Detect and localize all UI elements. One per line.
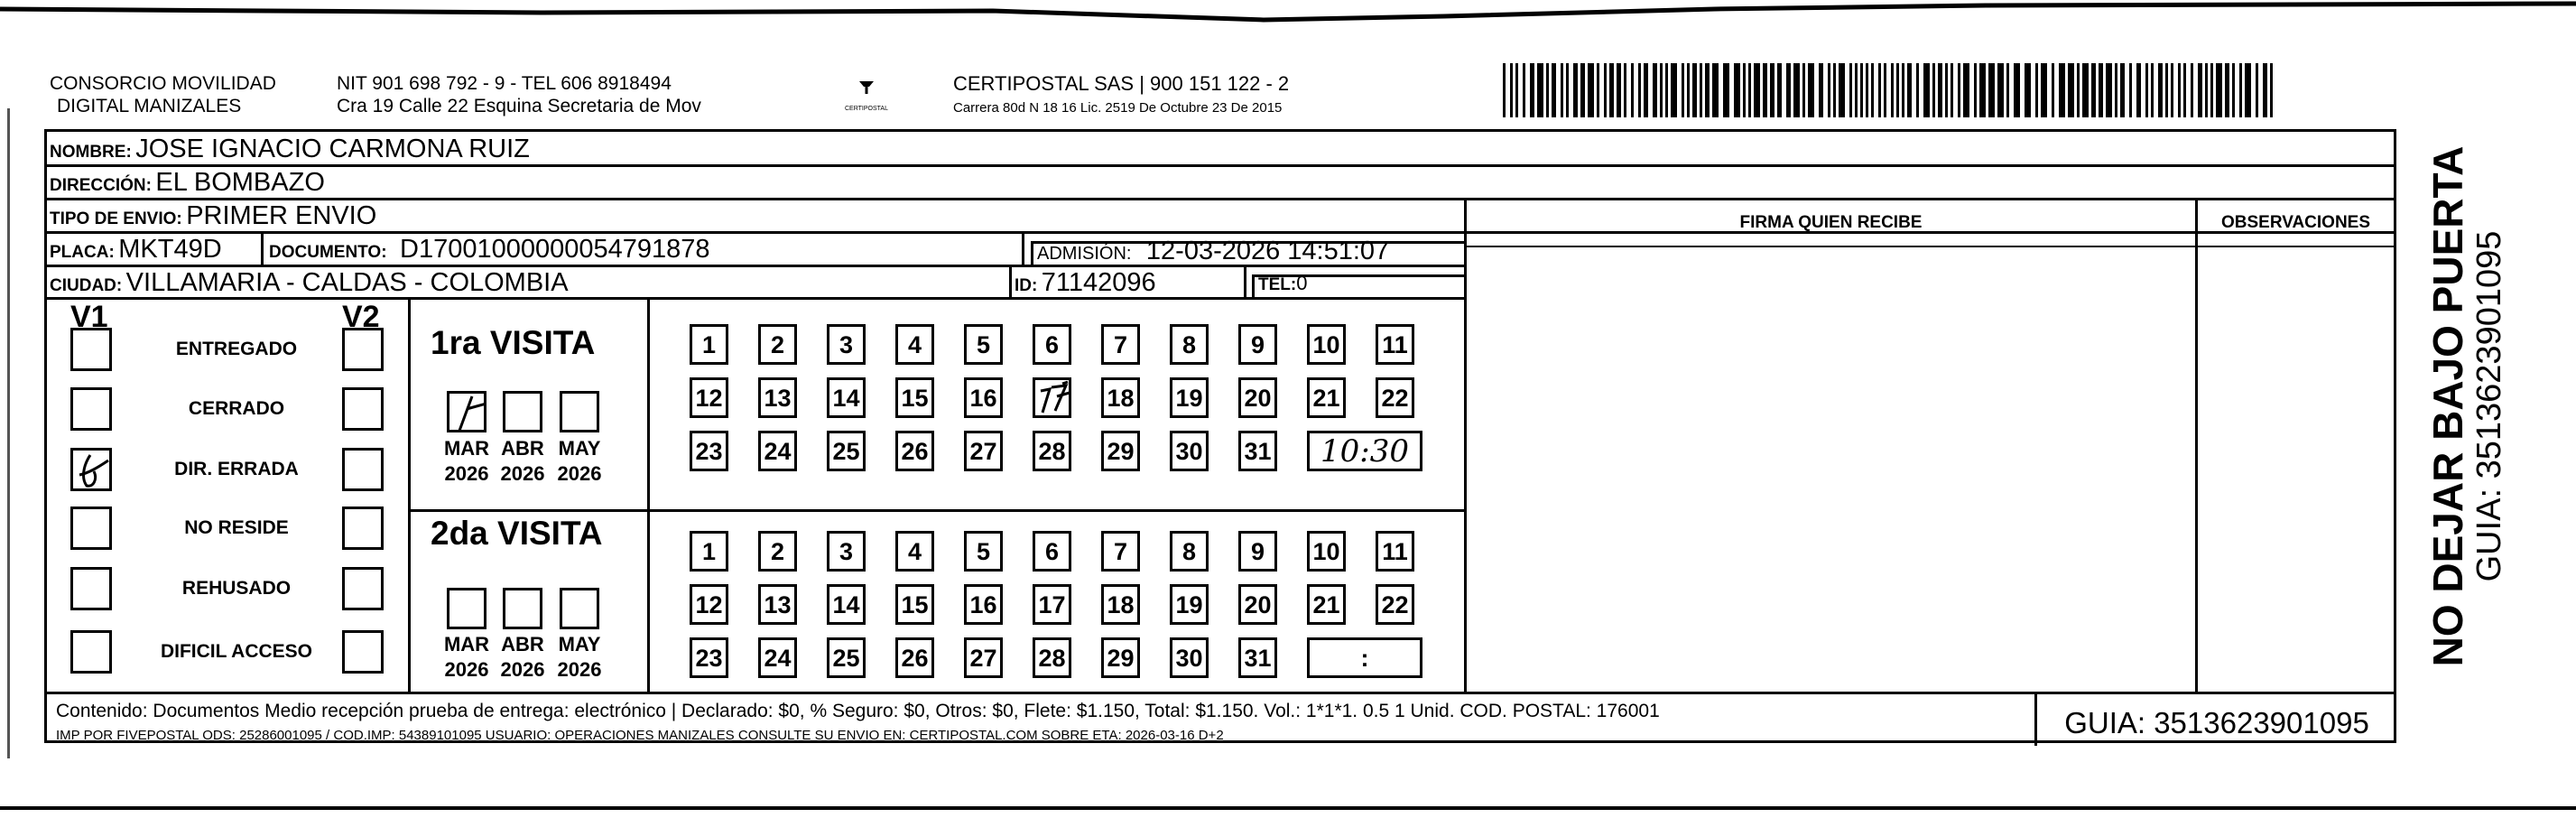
day-box[interactable]: 1 <box>690 531 728 572</box>
placa-value: MKT49D <box>118 235 222 264</box>
day-box[interactable]: 24 <box>758 431 797 471</box>
scan-edge-top <box>0 0 2576 27</box>
barcode-bar <box>1770 63 1774 117</box>
barcode-bar <box>1907 63 1912 117</box>
certipostal-logo <box>835 74 898 117</box>
status-label: CERRADO <box>188 398 285 419</box>
barcode-bar <box>1878 63 1881 117</box>
barcode-bar <box>1682 63 1684 117</box>
barcode-bar <box>1786 63 1791 117</box>
barcode-bar <box>2239 63 2242 117</box>
day-box[interactable]: 3 <box>827 531 866 572</box>
row-divider <box>47 164 2394 167</box>
barcode-bar <box>2059 63 2065 117</box>
placa-label: PLACA: <box>50 243 115 262</box>
barcode-bar <box>1692 63 1697 117</box>
month-name: MAR <box>443 633 490 655</box>
barcode-bar <box>1828 63 1830 117</box>
scan-edge-left <box>7 108 10 758</box>
day-box[interactable]: 19 <box>1170 377 1209 418</box>
day-box[interactable]: 1 <box>690 324 728 365</box>
day-box[interactable]: 24 <box>758 637 797 678</box>
day-box[interactable]: 27 <box>964 431 1003 471</box>
month-year: 2026 <box>444 462 489 485</box>
visit2-title: 2da VISITA <box>431 515 603 552</box>
visit1-title: 1ra VISITA <box>431 324 596 361</box>
row-divider <box>47 198 2394 200</box>
barcode-bar <box>2115 63 2117 117</box>
day-box[interactable]: 8 <box>1170 324 1209 365</box>
barcode-bar <box>1510 63 1513 117</box>
barcode-bar <box>1597 63 1599 117</box>
barcode-bar <box>1653 63 1657 117</box>
barcode-bar <box>1644 63 1648 117</box>
barcode-bar <box>1808 63 1814 117</box>
documento-value: D17001000000054791878 <box>400 235 710 264</box>
barcode-bar <box>2099 63 2103 117</box>
barcode-bar <box>2270 63 2273 117</box>
day-box[interactable]: 18 <box>1101 377 1140 418</box>
day-box[interactable]: 15 <box>895 377 934 418</box>
status-label: NO RESIDE <box>184 517 289 538</box>
barcode-bar <box>2145 63 2148 117</box>
month-name: MAR <box>443 437 490 460</box>
month-checkbox[interactable] <box>447 391 486 432</box>
day-box[interactable]: 6 <box>1033 324 1071 365</box>
barcode-bar <box>1754 63 1760 117</box>
courier-line2: Carrera 80d N 18 16 Lic. 2519 De Octubre 23 De 2015 <box>953 100 1283 116</box>
barcode-bar <box>2191 63 2193 117</box>
barcode-bar <box>1896 63 1899 117</box>
day-box[interactable]: 11 <box>1376 324 1414 365</box>
side-warning: NO DEJAR BAJO PUERTA <box>2424 145 2471 667</box>
barcode-bar <box>1561 63 1563 117</box>
status-label: DIR. ERRADA <box>174 459 299 479</box>
col-divider <box>1244 265 1246 297</box>
barcode-bar <box>2035 63 2038 117</box>
imp-line: IMP POR FIVEPOSTAL ODS: 25286001095 / COD.IMP: 54389101095 USUARIO: OPERACIONES MANIZALES CONSULTE SU ENVIO EN: CERTIPOSTAL.COM SOBRE ETA: 2026-03-16 D+2 <box>56 728 1224 743</box>
barcode-bar <box>1891 63 1894 117</box>
v1-label: V1 <box>70 300 108 334</box>
barcode-bar <box>1932 63 1935 117</box>
col-divider <box>1464 198 1467 692</box>
barcode <box>1503 63 2279 117</box>
barcode-bar <box>1963 63 1969 117</box>
nombre-value: JOSE IGNACIO CARMONA RUIZ <box>135 135 530 163</box>
barcode-bar <box>1552 63 1556 117</box>
row-divider <box>1464 246 2394 247</box>
barcode-bar <box>2052 63 2054 117</box>
month-checkbox[interactable] <box>560 588 599 629</box>
barcode-bar <box>2165 63 2168 117</box>
day-box[interactable]: 9 <box>1238 531 1277 572</box>
barcode-bar <box>1580 63 1585 117</box>
barcode-bar <box>2178 63 2181 117</box>
barcode-bar <box>2136 63 2141 117</box>
handwritten-check <box>447 391 486 432</box>
firma-label: FIRMA QUIEN RECIBE <box>1739 213 1923 232</box>
month-year: 2026 <box>557 462 602 485</box>
day-box[interactable]: 5 <box>964 531 1003 572</box>
barcode-bar <box>1573 63 1578 117</box>
barcode-bar <box>1734 63 1740 117</box>
month-year: 2026 <box>444 658 489 681</box>
barcode-bar <box>1958 63 1960 117</box>
nombre-label: NOMBRE: <box>50 143 132 162</box>
v2-checkbox[interactable] <box>342 448 384 491</box>
id-field <box>1015 268 1156 298</box>
barcode-bar <box>1687 63 1690 117</box>
barcode-bar <box>1802 63 1805 117</box>
v1-checkbox[interactable] <box>70 507 112 550</box>
barcode-bar <box>2171 63 2173 117</box>
barcode-bar <box>2091 63 2096 117</box>
barcode-bar <box>1902 63 1904 117</box>
barcode-bar <box>2041 63 2047 117</box>
barcode-bar <box>1951 63 1953 117</box>
day-box[interactable]: 4 <box>895 531 934 572</box>
day-box[interactable]: 29 <box>1101 431 1140 471</box>
barcode-bar <box>2198 63 2202 117</box>
barcode-bar <box>2120 63 2125 117</box>
barcode-bar <box>2106 63 2112 117</box>
barcode-bar <box>1763 63 1767 117</box>
day-box[interactable]: 26 <box>895 431 934 471</box>
v1-checkbox[interactable] <box>70 630 112 674</box>
day-box[interactable]: 8 <box>1170 531 1209 572</box>
barcode-bar <box>1923 63 1930 117</box>
day-box[interactable]: 12 <box>690 377 728 418</box>
visit-time-box[interactable]: : <box>1307 637 1422 678</box>
day-box[interactable]: 25 <box>827 431 866 471</box>
day-box[interactable]: 11 <box>1376 531 1414 572</box>
barcode-bar <box>2158 63 2163 117</box>
direccion-field <box>50 168 325 198</box>
barcode-bar <box>1515 63 1518 117</box>
day-box[interactable]: 28 <box>1033 431 1071 471</box>
barcode-bar <box>2245 63 2251 117</box>
v2-checkbox[interactable] <box>342 387 384 431</box>
tel-value: 0 <box>1296 272 1308 294</box>
barcode-bar <box>1523 63 1525 117</box>
barcode-bar <box>2225 63 2229 117</box>
barcode-bar <box>1604 63 1607 117</box>
month-checkbox[interactable] <box>447 588 486 629</box>
month-label <box>491 632 554 683</box>
barcode-bar <box>1546 63 1549 117</box>
day-box[interactable]: 20 <box>1238 377 1277 418</box>
handwritten-time: 10:30 <box>1320 433 1409 469</box>
nit-line: NIT 901 698 792 - 9 - TEL 606 8918494 <box>337 73 672 94</box>
barcode-bar <box>1849 63 1852 117</box>
barcode-bar <box>1988 63 1995 117</box>
courier-line1: CERTIPOSTAL SAS | 900 151 122 - 2 <box>953 72 1290 95</box>
status-label: ENTREGADO <box>175 339 298 359</box>
day-box[interactable]: 13 <box>758 377 797 418</box>
barcode-bar <box>1833 63 1836 117</box>
v1-checkbox[interactable] <box>70 387 112 431</box>
day-box[interactable]: 5 <box>964 324 1003 365</box>
month-checkbox[interactable] <box>503 588 542 629</box>
day-box[interactable]: 31 <box>1238 637 1277 678</box>
day-box[interactable]: 21 <box>1307 584 1346 625</box>
observaciones-label: OBSERVACIONES <box>2220 213 2371 232</box>
delivery-form <box>44 129 2396 743</box>
day-box[interactable] <box>1033 377 1071 418</box>
day-box[interactable]: 7 <box>1101 531 1140 572</box>
col-divider <box>408 297 411 692</box>
barcode-bar <box>1945 63 1948 117</box>
barcode-bar <box>1609 63 1614 117</box>
tel-field <box>1258 272 1307 295</box>
day-box[interactable]: 10 <box>1307 324 1346 365</box>
barcode-bar <box>2006 63 2009 117</box>
barcode-bar <box>1624 63 1626 117</box>
v2-checkbox[interactable] <box>342 567 384 610</box>
status-label: DIFICIL ACCESO <box>160 641 312 662</box>
scan-edge-bottom <box>0 806 2576 810</box>
v1-checkbox[interactable] <box>70 328 112 371</box>
day-box[interactable]: 29 <box>1101 637 1140 678</box>
v1-checkbox[interactable] <box>70 567 112 610</box>
barcode-bar <box>1793 63 1800 117</box>
month-checkbox[interactable] <box>560 391 599 432</box>
barcode-bar <box>2082 63 2089 117</box>
barcode-bar <box>1671 63 1677 117</box>
col-divider <box>1022 231 1024 265</box>
barcode-bar <box>2129 63 2132 117</box>
day-box[interactable]: 12 <box>690 584 728 625</box>
v2-checkbox[interactable] <box>342 507 384 550</box>
day-box[interactable]: 2 <box>758 531 797 572</box>
barcode-bar <box>1916 63 1919 117</box>
nombre-field <box>50 135 530 164</box>
day-box[interactable]: 13 <box>758 584 797 625</box>
day-box[interactable]: 9 <box>1238 324 1277 365</box>
tipo-envio-field <box>50 201 376 231</box>
day-box[interactable]: 6 <box>1033 531 1071 572</box>
barcode-bar <box>1974 63 1977 117</box>
tel-label: TEL: <box>1258 275 1297 294</box>
barcode-bar <box>1631 63 1634 117</box>
admision-value: 12-03-2026 14:51:07 <box>1145 237 1390 265</box>
tipo-envio-label: TIPO DE ENVIO: <box>50 209 182 228</box>
month-label <box>491 436 554 487</box>
day-box[interactable]: 30 <box>1170 431 1209 471</box>
direccion-value: EL BOMBAZO <box>155 168 325 197</box>
day-box[interactable]: 27 <box>964 637 1003 678</box>
barcode-bar <box>2205 63 2208 117</box>
barcode-bar <box>2025 63 2031 117</box>
side-guia: GUIA: 3513623901095 <box>2470 230 2508 582</box>
month-name: ABR <box>501 633 544 655</box>
v2-label: V2 <box>342 300 380 334</box>
month-label <box>548 632 611 683</box>
barcode-bar <box>1860 63 1863 117</box>
col-divider <box>2034 692 2037 746</box>
month-year: 2026 <box>500 658 545 681</box>
barcode-bar <box>1660 63 1663 117</box>
barcode-bar <box>1979 63 1986 117</box>
day-box[interactable]: 20 <box>1238 584 1277 625</box>
col-divider <box>261 231 264 265</box>
placa-field <box>50 235 222 265</box>
barcode-bar <box>2151 63 2154 117</box>
barcode-bar <box>1777 63 1782 117</box>
col-divider <box>1009 265 1012 297</box>
barcode-bar <box>2210 63 2213 117</box>
month-label <box>435 632 498 683</box>
barcode-bar <box>1503 63 1506 117</box>
day-box[interactable]: 14 <box>827 377 866 418</box>
company-name-line1: CONSORCIO MOVILIDAD <box>50 73 276 94</box>
month-name: MAY <box>558 633 601 655</box>
admision-field <box>1037 237 1389 266</box>
day-box[interactable]: 23 <box>690 637 728 678</box>
barcode-bar <box>1871 63 1874 117</box>
day-box[interactable]: 15 <box>895 584 934 625</box>
logo-caption: CERTIPOSTAL <box>845 106 888 112</box>
barcode-bar <box>1866 63 1868 117</box>
barcode-bar <box>1938 63 1942 117</box>
barcode-bar <box>2232 63 2235 117</box>
barcode-bar <box>2068 63 2074 117</box>
barcode-bar <box>1723 63 1729 117</box>
v1-checkbox[interactable] <box>70 448 112 491</box>
barcode-bar <box>2077 63 2080 117</box>
month-year: 2026 <box>557 658 602 681</box>
barcode-bar <box>1617 63 1621 117</box>
barcode-bar <box>1748 63 1751 117</box>
day-box[interactable]: 7 <box>1101 324 1140 365</box>
ciudad-value: VILLAMARIA - CALDAS - COLOMBIA <box>125 268 569 297</box>
admision-label: ADMISIÓN: <box>1037 244 1132 264</box>
footer-guia: GUIA: 3513623901095 <box>2064 706 2369 739</box>
tipo-envio-value: PRIMER ENVIO <box>186 201 377 230</box>
barcode-bar <box>1743 63 1746 117</box>
barcode-bar <box>2014 63 2020 117</box>
month-year: 2026 <box>500 462 545 485</box>
barcode-bar <box>1537 63 1543 117</box>
barcode-bar <box>2216 63 2222 117</box>
barcode-bar <box>1997 63 2004 117</box>
day-box[interactable]: 30 <box>1170 637 1209 678</box>
documento-field <box>269 235 710 265</box>
day-box[interactable]: 4 <box>895 324 934 365</box>
v2-checkbox[interactable] <box>342 630 384 674</box>
day-box[interactable]: 2 <box>758 324 797 365</box>
day-box[interactable]: 19 <box>1170 584 1209 625</box>
visit-time-box[interactable] <box>1307 431 1422 471</box>
day-box[interactable]: 25 <box>827 637 866 678</box>
documento-label: DOCUMENTO: <box>269 243 387 262</box>
col-divider <box>2195 198 2198 692</box>
barcode-bar <box>1588 63 1594 117</box>
day-box[interactable]: 18 <box>1101 584 1140 625</box>
side-text <box>2396 129 2508 743</box>
barcode-bar <box>1819 63 1823 117</box>
month-name: ABR <box>501 437 544 460</box>
id-label: ID: <box>1015 276 1038 295</box>
contenido-line: Contenido: Documentos Medio recepción prueba de entrega: electrónico | Declarado: $0, % Seguro: $0, Otros: $0, Flete: $1.150, Total: $1.150. Vol.: 1*1*1. 0.5 1 Unid. COD. POSTAL: 176001 <box>56 701 1660 721</box>
direccion-label: DIRECCIÓN: <box>50 176 152 195</box>
barcode-bar <box>1665 63 1668 117</box>
day-box[interactable]: 17 <box>1033 584 1071 625</box>
barcode-bar <box>1884 63 1886 117</box>
row-divider <box>47 692 2394 694</box>
day-box[interactable]: 31 <box>1238 431 1277 471</box>
barcode-bar <box>1530 63 1534 117</box>
day-box[interactable]: 22 <box>1376 584 1414 625</box>
ciudad-field <box>50 268 569 298</box>
barcode-bar <box>2183 63 2186 117</box>
row-divider <box>408 509 1464 512</box>
day-box[interactable]: 3 <box>827 324 866 365</box>
day-box[interactable]: 23 <box>690 431 728 471</box>
barcode-bar <box>1566 63 1569 117</box>
month-label <box>548 436 611 487</box>
barcode-bar <box>1839 63 1845 117</box>
day-box[interactable]: 16 <box>964 584 1003 625</box>
day-box[interactable]: 26 <box>895 637 934 678</box>
day-box[interactable]: 14 <box>827 584 866 625</box>
company-name-line2: DIGITAL MANIZALES <box>57 96 242 116</box>
barcode-bar <box>1705 63 1710 117</box>
v2-checkbox[interactable] <box>342 328 384 371</box>
day-box[interactable]: 16 <box>964 377 1003 418</box>
month-checkbox[interactable] <box>503 391 542 432</box>
day-box[interactable]: 22 <box>1376 377 1414 418</box>
barcode-bar <box>1855 63 1858 117</box>
barcode-bar <box>2256 63 2258 117</box>
barcode-bar <box>1700 63 1702 117</box>
barcode-bar <box>1712 63 1719 117</box>
status-label: REHUSADO <box>181 578 292 599</box>
col-divider <box>647 297 650 692</box>
handwritten-check <box>70 448 112 491</box>
handwritten-day-mark <box>1035 380 1071 416</box>
month-name: MAY <box>558 437 601 460</box>
barcode-bar <box>1638 63 1641 117</box>
id-value: 71142096 <box>1041 268 1156 297</box>
ciudad-label: CIUDAD: <box>50 276 123 295</box>
day-box[interactable]: 21 <box>1307 377 1346 418</box>
address-line: Cra 19 Calle 22 Esquina Secretaria de Mov <box>337 96 701 116</box>
barcode-bar <box>2263 63 2267 117</box>
month-label <box>435 436 498 487</box>
day-box[interactable]: 10 <box>1307 531 1346 572</box>
day-box[interactable]: 28 <box>1033 637 1071 678</box>
